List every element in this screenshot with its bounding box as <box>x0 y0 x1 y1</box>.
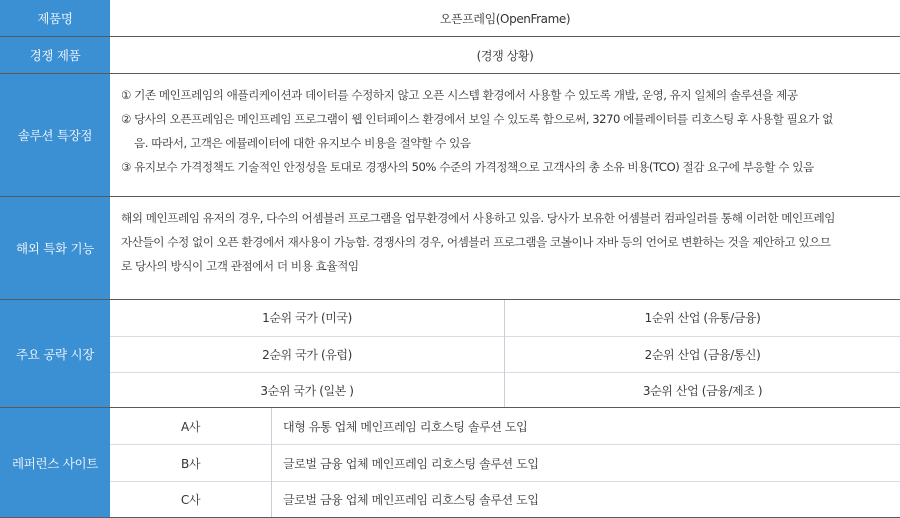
label-features: 솔루션 특장점 <box>0 74 110 196</box>
label-references: 레퍼런스 사이트 <box>0 408 110 517</box>
feature-item-2-cont: 음. 따라서, 고객은 에뮬레이터에 대한 유지보수 비용을 절약할 수 있음 <box>134 136 471 150</box>
reference-desc-c: 글로벌 금융 업체 메인프레임 리호스팅 솔루션 도입 <box>283 493 539 507</box>
overseas-line-1: 해외 메인프레임 유저의 경우, 다수의 어셈블러 프로그램을 업무환경에서 사용하고 있음. 당사가 보유한 어셈블러 컴파일러를 통해 이러한 메인프레임 <box>121 211 835 225</box>
label-markets: 주요 공략 시장 <box>0 300 110 407</box>
feature-item-3: ③ 유지보수 가격정책도 기술적인 안정성을 토대로 경쟁사의 50% 수준의 가격정책으로 고객사의 총 소유 비용(TCO) 절감 요구에 부응할 수 있음 <box>121 160 814 174</box>
market-industry-3: 3순위 산업 (금융/제조 ) <box>642 383 763 398</box>
row-divider <box>0 73 900 74</box>
product-name-value: 오픈프레임(OpenFrame) <box>439 11 571 26</box>
label-overseas: 해외 특화 기능 <box>0 197 110 299</box>
features-text <box>121 83 893 179</box>
row-divider <box>0 196 900 197</box>
overseas-text <box>121 206 893 278</box>
label-product-name: 제품명 <box>0 0 110 36</box>
competitor-value: (경쟁 상황) <box>476 48 534 63</box>
reference-desc-b: 글로벌 금융 업체 메인프레임 리호스팅 솔루션 도입 <box>283 456 539 471</box>
market-industry-2: 2순위 산업 (금융/통신) <box>644 348 761 362</box>
overseas-line-3: 로 당사의 방식이 고객 관점에서 더 비용 효율적임 <box>121 259 359 273</box>
feature-item-1: ① 기존 메인프레임의 애플리케이션과 데이터를 수정하지 않고 오픈 시스템 환경에서 사용할 수 있도록 개발, 운영, 유지 일체의 솔루션을 제공 <box>121 88 798 102</box>
overseas-line-2: 자산들이 수정 없이 오픈 환경에서 재사용이 가능함. 경쟁사의 경우, 어셈블러 프로그램을 코볼이나 자바 등의 언어로 변환하는 것을 제안하고 있으므 <box>121 235 831 249</box>
reference-desc-a: 대형 유통 업체 메인프레임 리호스팅 솔루션 도입 <box>283 419 528 434</box>
reference-company-a: A사 <box>180 419 200 434</box>
market-industry-1: 1순위 산업 (유통/금융) <box>644 311 761 325</box>
reference-company-b: B사 <box>180 456 201 471</box>
reference-company-c: C사 <box>180 493 201 507</box>
market-country-3: 3순위 국가 (일본 ) <box>260 383 354 398</box>
market-country-2: 2순위 국가 (유럽) <box>262 348 352 362</box>
market-country-1: 1순위 국가 (미국) <box>262 311 352 325</box>
feature-item-2: ② 당사의 오픈프레임은 메인프레임 프로그램이 웹 인터페이스 환경에서 보일 수 있도록 함으로써, 3270 에뮬레이터를 리호스팅 후 사용할 필요가 없 <box>121 112 833 126</box>
label-competitor: 경쟁 제품 <box>0 37 110 73</box>
column-divider <box>271 408 272 517</box>
column-divider <box>504 300 505 407</box>
